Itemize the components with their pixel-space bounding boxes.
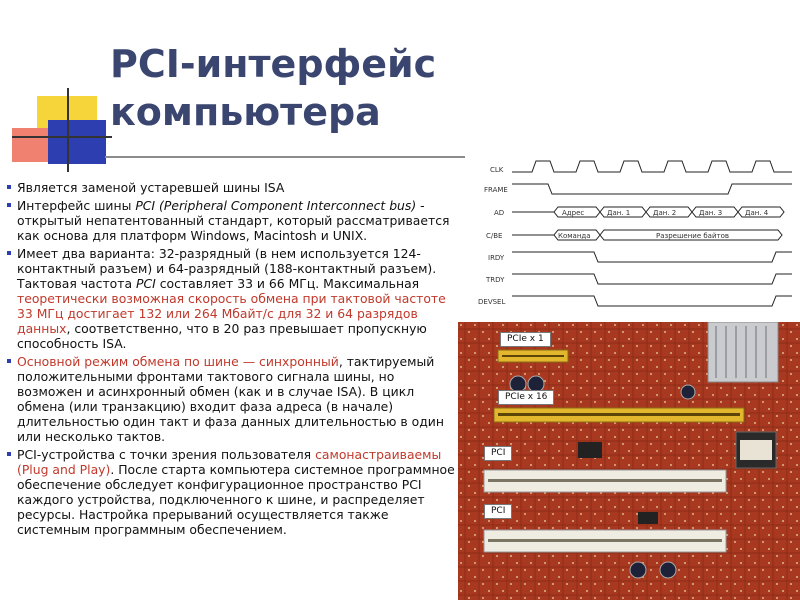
signal-label: DEVSEL: [478, 298, 506, 306]
bullet-highlight: Основной режим обмена по шине — синхронный: [17, 354, 339, 369]
bullet-emphasis: PCI (Peripheral Component Interconnect bus): [135, 198, 417, 213]
motherboard-illustration: [458, 322, 800, 600]
bullet-text: PCI-устройства с точки зрения пользователя: [17, 447, 316, 462]
bullet-item: [5, 198, 460, 243]
label-pcie-x1: PCIe x 1: [500, 332, 551, 347]
ad-phase-label: Адрес: [562, 209, 585, 217]
signal-label: FRAME: [484, 186, 508, 194]
bullet-text: - открытый непатентованный стандарт, который рассматривается как основа для платформ Windows, Macintosh и UNIX.: [17, 198, 450, 243]
signal-label: C/BE: [486, 232, 503, 240]
bullet-text: , соответственно, что в 20 раз превышает пропускную способность ISA.: [17, 321, 427, 351]
label-pci-1: PCI: [484, 446, 512, 461]
signal-label: CLK: [490, 166, 504, 174]
motherboard-photo: [458, 322, 800, 600]
bullet-text: , тактируемый положительными фронтами тактового сигнала шины, но возможен и асинхронный обмен (как и в случае ISA). В цикл обмена (или транзакцию) входит фаза адреса (в начале) длительностью один такт и фаза данных длительностью в один или несколько тактов.: [17, 354, 444, 444]
cbe-phase-label: Разрешение байтов: [656, 232, 729, 240]
deco-vertical-line: [67, 88, 69, 172]
ad-phase-label: Дан. 1: [607, 209, 631, 217]
ad-phase-label: Дан. 2: [653, 209, 677, 217]
slide-title: [110, 40, 510, 136]
bullet-text: Имеет два варианта: 32-разрядный (в нем используется 124-контактный разъем) и 64-разрядный (188-контактный разъем). Тактовая частота: [17, 246, 437, 291]
signal-label: AD: [494, 209, 505, 217]
bullet-item: [5, 447, 460, 537]
ad-phase-label: Дан. 3: [699, 209, 723, 217]
deco-horizontal-line: [12, 136, 112, 138]
bullet-text: Является заменой устаревшей шины ISA: [17, 180, 285, 195]
slide-title-line1: PCI-интерфейс: [110, 42, 437, 86]
bullet-highlight: самонастраиваемы (Plug and Play): [17, 447, 442, 477]
bullet-item: [5, 246, 460, 351]
bullet-text: составляет 33 и 66 МГц. Максимальная: [155, 276, 420, 291]
timing-diagram: [466, 158, 800, 310]
slide-title-line2: компьютера: [110, 90, 381, 134]
bullet-list: [5, 180, 460, 540]
bullet-highlight: теоретически возможная скорость обмена при тактовой частоте 33 МГц достигает 132 или 264 Мбайт/с для 32 и 64 разрядов данных: [17, 291, 446, 336]
cbe-phase-label: Команда: [558, 232, 591, 240]
signal-label: IRDY: [488, 254, 505, 262]
bullet-emphasis: PCI: [136, 276, 156, 291]
title-divider: [105, 156, 465, 158]
signal-label: TRDY: [486, 276, 505, 284]
deco-blue-square: [48, 120, 106, 164]
bullet-item: [5, 354, 460, 444]
bullet-text: . После старта компьютера системное программное обеспечение обследует конфигурационное пространство PCI каждого устройства, подключенного к шине, и распределяет ресурсы. Настройка прерываний осуществляется также системным программным обеспечением.: [17, 462, 455, 537]
bullet-item: [5, 180, 460, 195]
label-pci-2: PCI: [484, 504, 512, 519]
ad-phase-label: Дан. 4: [745, 209, 769, 217]
label-pcie-x16: PCIe x 16: [498, 390, 554, 405]
bullet-text: Интерфейс шины: [17, 198, 136, 213]
